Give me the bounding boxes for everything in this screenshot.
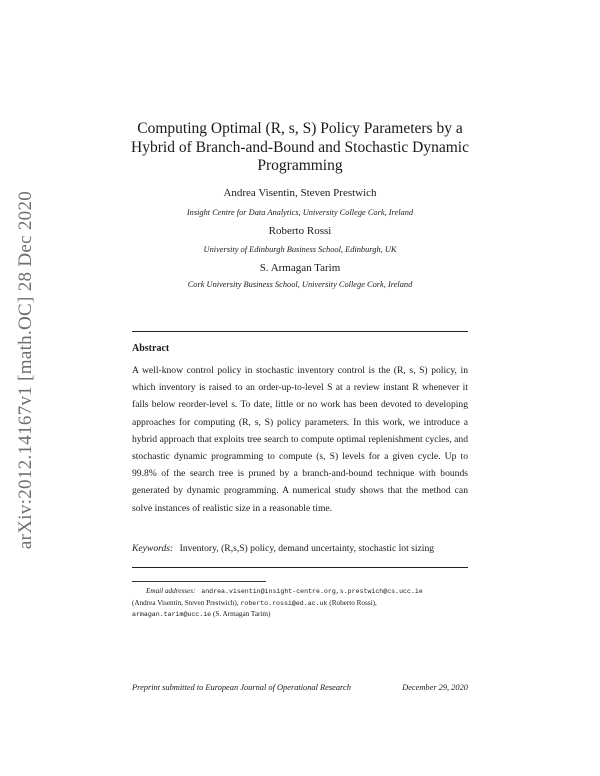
author-names: Roberto Rossi (268, 225, 332, 237)
abstract-top-rule (132, 331, 468, 332)
title-line: Hybrid of Branch-and-Bound and Stochastic Dynamic (131, 138, 469, 156)
author-affiliation: University of Edinburgh Business School, Edinburgh, UK (203, 245, 397, 254)
title-line: Programming (257, 157, 343, 174)
author-names: Andrea Visentin, Steven Prestwich (223, 187, 377, 199)
footnote-rule (132, 581, 266, 582)
keywords-label: Keywords: (132, 543, 174, 554)
title-line: Computing Optimal (R, s, S) Policy Parameters by a (137, 120, 463, 137)
keywords-line (132, 542, 468, 556)
preprint-note: Preprint submitted to European Journal of Operational Research (132, 683, 351, 692)
abstract-bottom-rule (132, 567, 468, 568)
arxiv-identifier-text: arXiv:2012.14167v1 [math.OC] 28 Dec 2020 (15, 190, 37, 550)
preprint-date: December 29, 2020 (402, 683, 468, 692)
email-address: roberto.rossi@ed.ac.uk (240, 599, 328, 607)
abstract-heading: Abstract (132, 343, 170, 354)
author-affiliation: Cork University Business School, University College Cork, Ireland (187, 280, 413, 289)
email-owner-name: (S. Armagan Tarim) (212, 610, 271, 618)
footnote-line (132, 609, 472, 621)
email-owner-name: (Roberto Rossi), (329, 598, 377, 607)
footnote-line (132, 598, 472, 610)
email-owner-names: (Andrea Visentin, Steven Prestwich), (132, 598, 239, 607)
paper-title (120, 120, 480, 176)
keywords-text: Inventory, (R,s,S) policy, demand uncertainty, stochastic lot sizing (179, 543, 435, 554)
email-addresses: andrea.visentin@insight-centre.org,s.prestwich@cs.ucc.ie (201, 588, 423, 595)
author-affiliation: Insight Centre for Data Analytics, University College Cork, Ireland (186, 208, 414, 217)
arxiv-identifier-stamp (8, 170, 44, 570)
footnote (132, 586, 472, 621)
author-names: S. Armagan Tarim (259, 262, 341, 274)
abstract-body: A well-know control policy in stochastic inventory control is the (R, s, S) policy, in which inventory is raised to an order-up-to-level S at a review instant R whenever it falls below reorder-level s. To date, little or no work has been devoted to developing approaches for computing (R, s, S) policy parameters. In this work, we introduce a hybrid approach that exploits tree search to compute optimal replenishment cycles, and stochastic dynamic programming to compute (s, S) levels for a given cycle. Up to 99.8% of the search tree is pruned by a branch-and-bound technique with bounds generated by dynamic programming. A numerical study shows that the method can solve instances of realistic size in a reasonable time. (132, 365, 468, 514)
footnote-line (132, 586, 472, 598)
email-address: armagan.tarim@ucc.ie (132, 611, 212, 618)
footnote-label: Email addresses: (146, 587, 196, 595)
